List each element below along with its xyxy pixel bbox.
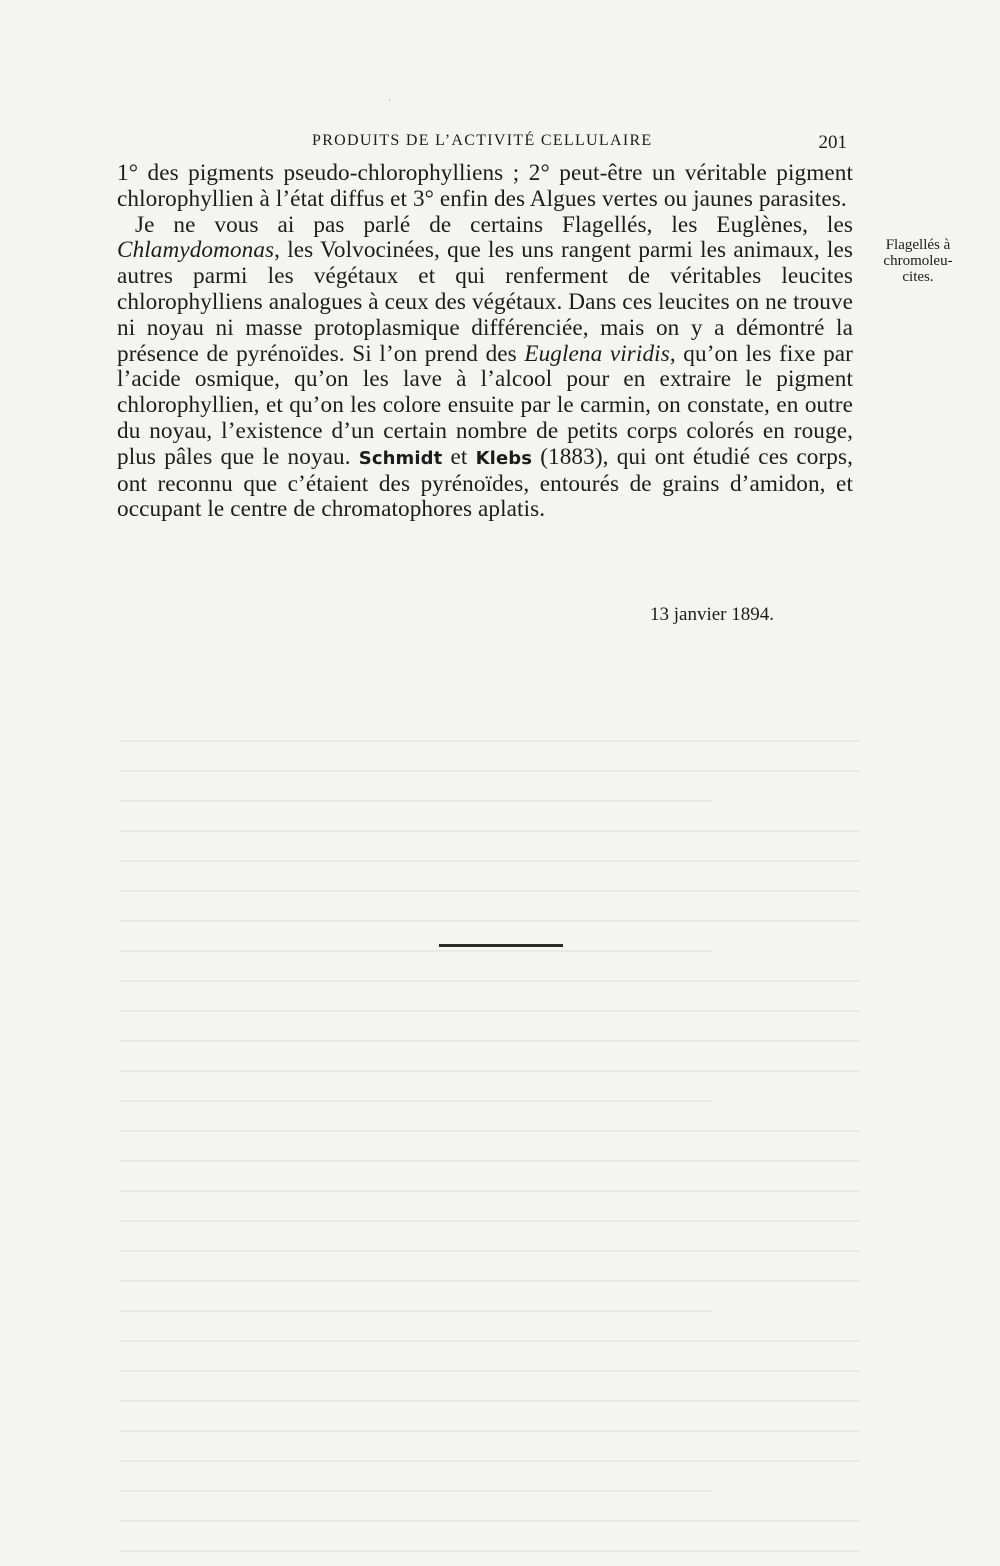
taxon-euglena-viridis: Euglena viridis (524, 340, 670, 367)
bleed-through-texture (120, 740, 860, 1566)
lecture-date: 13 janvier 1894. (650, 604, 775, 625)
text-run: , qu’on les fixe par l’acide osmique, qu’on les lave à l’alcool pour en extraire le pigment chlorophyllien, et qu’on les colore ensuite par le carmin, on constate, en outre du noyau, l’existence d’un certain nombre de petits corps colorés en rouge, plus pâles que le noyau. (117, 340, 853, 470)
margin-note-line: cites. (902, 269, 934, 285)
print-speck-mark: · (388, 96, 392, 107)
running-head-title: PRODUITS DE L’ACTIVITÉ CELLULAIRE (312, 132, 653, 149)
page-number: 201 (818, 132, 847, 153)
paragraph-flagelles (117, 213, 853, 524)
author-schmidt: Schmidt (358, 447, 443, 469)
margin-note-line: chromoleu- (883, 253, 953, 269)
margin-note (868, 237, 968, 285)
text-run: Je ne vous ai pas parlé de certains Flagellés, les Euglènes, les (135, 211, 853, 238)
author-klebs: Klebs (475, 447, 533, 469)
running-head (117, 132, 853, 156)
text-run: et (442, 443, 476, 470)
section-end-rule (439, 944, 563, 947)
margin-note-line: Flagellés à (885, 237, 951, 253)
text-run: (1883), qui ont étudié ces corps, ont reconnu que c’étaient des pyrénoïdes, entourés de grains d’amidon, et occupant le centre de chromatophores aplatis. (117, 443, 853, 523)
text-run: , les Volvocinées, que les uns rangent parmi les animaux, les autres parmi les végétaux et qui renferment de véritables leucites chlorophylliens analogues à ceux des végétaux. Dans ces leucites on ne trouve ni noyau ni masse protoplasmique différenciée, mais on y a démontré la présence de pyrénoïdes. Si l’on prend des (117, 237, 853, 367)
taxon-chlamydomonas: Chlamydomonas (117, 237, 275, 264)
paragraph-pigments: 1° des pigments pseudo-chlorophylliens ; 2° peut-être un véritable pigment chlorophyllien à l’état diffus et 3° enfin des Algues vertes ou jaunes parasites. (117, 160, 853, 212)
body-text (117, 161, 853, 523)
